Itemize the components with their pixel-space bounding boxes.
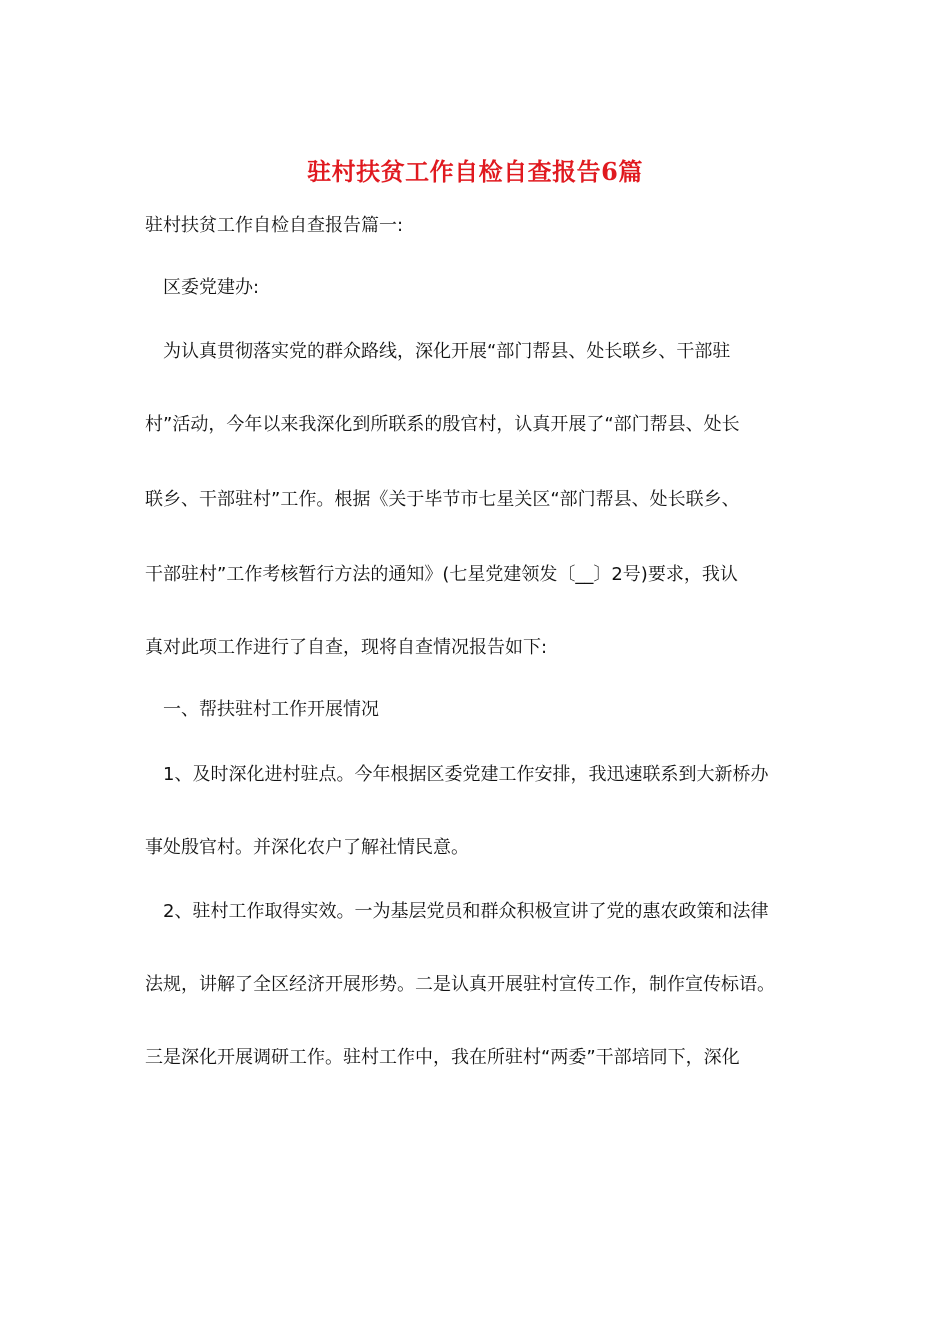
paragraph-line: 联乡、干部驻村”工作。根据《关于毕节市七星关区“部门帮县、处长联乡、 bbox=[145, 489, 740, 510]
paragraph-line: 1、及时深化进村驻点。今年根据区委党建工作安排，我迅速联系到大新桥办 bbox=[163, 764, 769, 785]
paragraph-line: 一、帮扶驻村工作开展情况 bbox=[163, 699, 379, 720]
paragraph-line: 区委党建办: bbox=[163, 277, 260, 298]
paragraph-line: 为认真贯彻落实党的群众路线，深化开展“部门帮县、处长联乡、干部驻 bbox=[163, 341, 731, 362]
paragraph-line: 法规，讲解了全区经济开展形势。二是认真开展驻村宣传工作，制作宣传标语。 bbox=[145, 974, 775, 995]
paragraph-line: 村”活动，今年以来我深化到所联系的殷官村，认真开展了“部门帮县、处长 bbox=[145, 414, 740, 435]
paragraph-line: 三是深化开展调研工作。驻村工作中，我在所驻村“两委”干部培同下，深化 bbox=[145, 1047, 740, 1068]
paragraph-line: 2、驻村工作取得实效。一为基层党员和群众积极宣讲了党的惠农政策和法律 bbox=[163, 901, 769, 922]
paragraph-line: 干部驻村”工作考核暂行方法的通知》(七星党建领发〔__〕2号)要求，我认 bbox=[145, 564, 738, 585]
paragraph-line: 真对此项工作进行了自查，现将自查情况报告如下: bbox=[145, 637, 548, 658]
paragraph-line: 事处殷官村。并深化农户了解社情民意。 bbox=[145, 837, 469, 858]
document-title: 驻村扶贫工作自检自查报告6篇 bbox=[307, 157, 643, 186]
paragraph-line: 驻村扶贫工作自检自查报告篇一: bbox=[145, 215, 404, 236]
